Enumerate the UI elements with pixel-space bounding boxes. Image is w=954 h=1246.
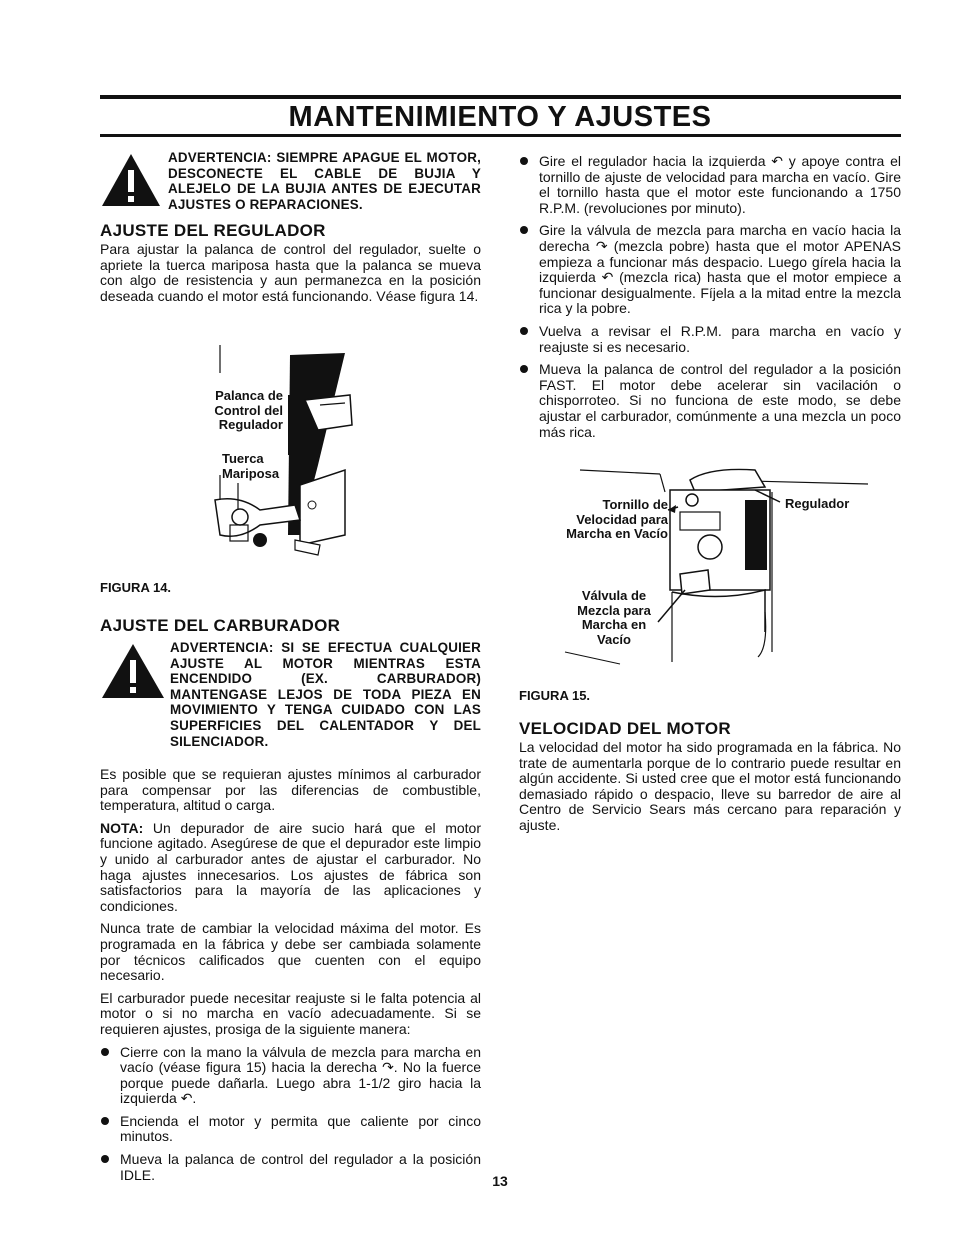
velocidad-text: La velocidad del motor ha sido programada en la fábrica. No trate de aumentarla porque de lo contrario puede resultar en algún accidente. Si usted cree que el motor está funcionando demasiado rápido o despacio, lleve su barredor de aire al Centro de Servicio Sears más cercano para reparación y ajuste. (519, 739, 901, 833)
nota-text: Un depurador de aire sucio hará que el motor funcione agitado. Asegúrese de que el depurador este limpio y unido al carburador antes de ajustar el carburador. No haga ajustes innecesarios. Los ajustes de fábrica son satisfactorios para la mayoría de las aplicaciones y condiciones. (100, 819, 481, 914)
figure-15-caption: FIGURA 15. (519, 688, 591, 703)
label-palanca: Palanca de Control del Regulador (214, 388, 283, 432)
list-item: Vuelva a revisar el R.P.M. para marcha en vacío y reajuste si es necesario. (519, 324, 901, 355)
label-regulador: Regulador (785, 496, 850, 511)
label-valvula: Válvula de Mezcla para Marcha en Vacío (577, 588, 651, 647)
regulador-text: Para ajustar la palanca de control del regulador, suelte o apriete la tuerca mariposa hasta que la palanca se mueva con algo de resistencia y aun permanezca en la posición deseada cuando el motor está funcionando. Véase figura 14. (100, 241, 481, 304)
figure-14-caption: FIGURA 14. (100, 580, 172, 595)
page-number: 13 (492, 1173, 508, 1189)
warning-apague-motor: ADVERTENCIA: SIEMPRE APAGUE EL MOTOR, DESCONECTE EL CABLE DE BUJIA Y ALEJELO DE LA BUJIA ANTES DE EJECUTAR AJUSTES O REPARACIONES. (168, 150, 481, 212)
carburador-p3: Nunca trate de cambiar la velocidad máxima del motor. Es programada en la fábrica y debe ser cambiada solamente por técnicos calificados que cuenten con el equipo necesario. (100, 920, 481, 984)
heading-ajuste-regulador: AJUSTE DEL REGULADOR (100, 221, 326, 240)
heading-ajuste-carburador: AJUSTE DEL CARBURADOR (100, 616, 341, 635)
adjustment-steps (519, 154, 901, 440)
label-tornillo: Tornillo de Velocidad para Marcha en Vacío (566, 497, 668, 541)
nota-label: NOTA: (100, 819, 144, 836)
warning-triangle-icon-2 (100, 642, 166, 700)
carburador-nota (100, 821, 481, 915)
carburador-bullets (100, 1045, 481, 1184)
page-title: MANTENIMIENTO Y AJUSTES (288, 101, 712, 133)
list-item: Gire la válvula de mezcla para marcha en vacío hacia la derecha ↷ (mezcla pobre) hasta que el motor APENAS empieza a funcionar más despacio. Luego gírela hacia la izquierda ↶ (mezcla rica) hasta que el motor empiece a funcionar desigualmente. Fíjela a la mitad entre la mezcla rica y la pobre. (519, 223, 901, 317)
list-item: Gire el regulador hacia la izquierda ↶ y apoye contra el tornillo de ajuste de velocidad para marcha en vacío. Gire el tornillo hasta que el motor este funcionando a 1750 R.P.M. (revoluciones por minuto). (519, 154, 901, 216)
warning-motor-encendido: ADVERTENCIA: SI SE EFECTUA CUALQUIER AJUSTE AL MOTOR MIENTRAS ESTA ENCENDIDO (EX. CARBURADOR) MANTENGASE LEJOS DE TODA PIEZA EN MOVIMIENTO Y TENGA CUIDADO CON LAS SUPERFICIES DEL CALENTADOR Y DEL SILENCIADOR. (170, 640, 481, 749)
label-tuerca: Tuerca Mariposa (222, 451, 280, 481)
carburador-p4: El carburador puede necesitar reajuste si le falta potencia al motor o si no marcha en vacío adecuadamente. Si se requieren ajustes, prosiga de la siguiente manera: (100, 989, 481, 1037)
list-item: Mueva la palanca de control del regulador a la posición FAST. El motor debe acelerar sin vacilación o chisporroteo. Si no funciona de este modo, se debe ajustar el carburador, comúnmente a una mezcla un poco más rica. (519, 362, 901, 440)
carburador-body (100, 767, 481, 1190)
list-item: Encienda el motor y permita que caliente por cinco minutos. (100, 1114, 481, 1145)
title-rule-bottom (100, 134, 901, 137)
list-item: Mueva la palanca de control del regulador a la posición IDLE. (100, 1152, 481, 1183)
right-bullets (519, 154, 901, 447)
carburador-p1: Es posible que se requieran ajustes mínimos al carburador para compensar por las diferencias de combustible, temperatura, altitud o carga. (100, 766, 481, 814)
title-rule-top (100, 95, 901, 99)
list-item: Cierre con la mano la válvula de mezcla para marcha en vacío (véase figura 15) hacia la derecha ↷. No la fuerce porque puede dañarla. Luego abra 1-1/2 giro hacia la izquierda ↶. (100, 1045, 481, 1107)
heading-velocidad-motor: VELOCIDAD DEL MOTOR (519, 719, 731, 738)
warning-triangle-icon (100, 152, 162, 208)
